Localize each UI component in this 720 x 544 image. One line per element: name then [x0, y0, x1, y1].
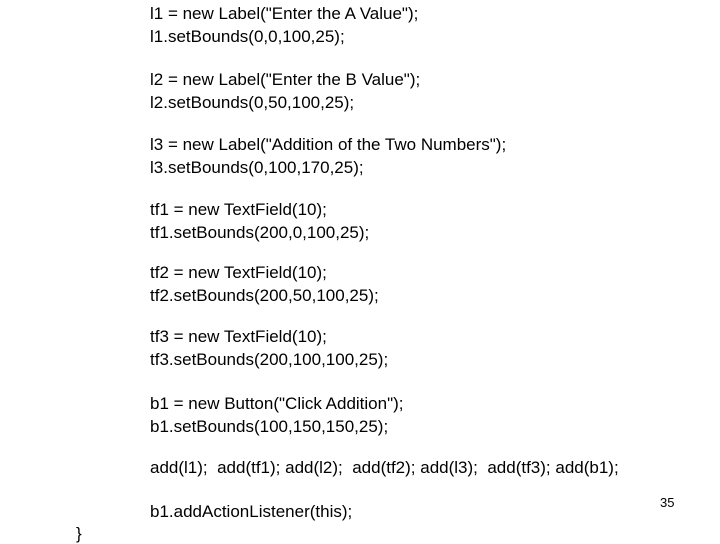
code-line-11: tf3 = new TextField(10);: [150, 327, 327, 346]
code-line-16: b1.addActionListener(this);: [150, 502, 353, 521]
code-line-3: l2 = new Label("Enter the B Value");: [150, 70, 421, 89]
code-line-15: add(l1); add(tf1); add(l2); add(tf2); add(l3); add(tf3); add(b1);: [150, 458, 619, 477]
code-line-7: tf1 = new TextField(10);: [150, 200, 327, 219]
code-line-8: tf1.setBounds(200,0,100,25);: [150, 223, 370, 242]
code-line-12: tf3.setBounds(200,100,100,25);: [150, 350, 389, 369]
page-number: 35: [660, 495, 675, 510]
code-line-4: l2.setBounds(0,50,100,25);: [150, 93, 355, 112]
code-line-9: tf2 = new TextField(10);: [150, 263, 327, 282]
code-line-10: tf2.setBounds(200,50,100,25);: [150, 286, 379, 305]
code-line-5: l3 = new Label("Addition of the Two Numbers");: [150, 135, 507, 154]
code-line-14: b1.setBounds(100,150,150,25);: [150, 417, 389, 436]
code-line-2: l1.setBounds(0,0,100,25);: [150, 27, 345, 46]
code-line-13: b1 = new Button("Click Addition");: [150, 394, 404, 413]
code-line-6: l3.setBounds(0,100,170,25);: [150, 158, 364, 177]
code-line-1: l1 = new Label("Enter the A Value");: [150, 4, 419, 23]
closing-brace: }: [76, 524, 82, 543]
